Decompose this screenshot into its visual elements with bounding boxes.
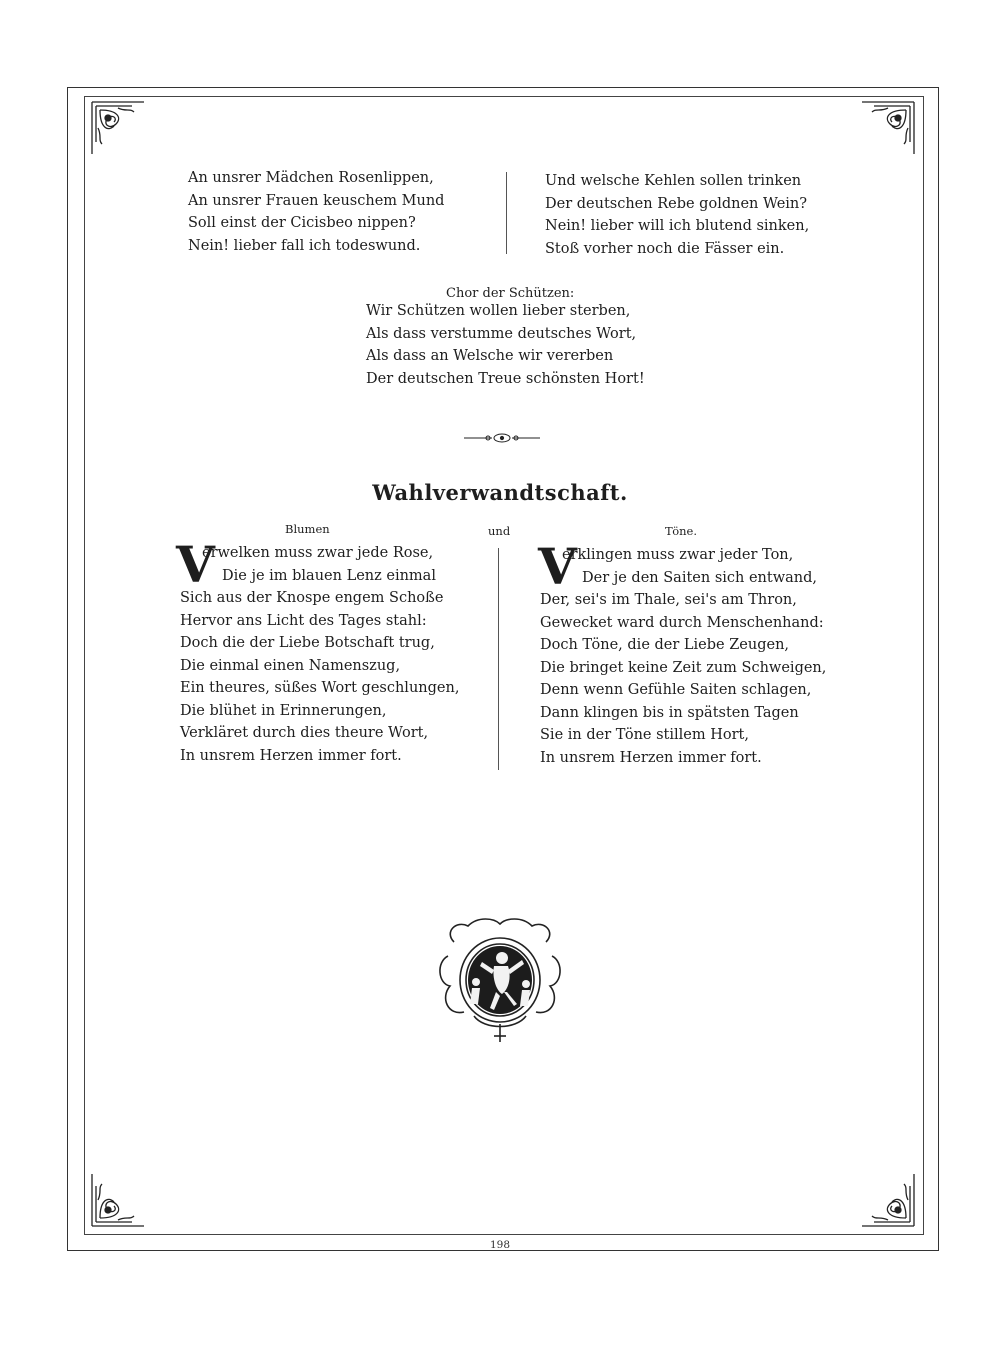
verse-line: Doch Töne, die der Liebe Zeugen, [540, 637, 790, 653]
column-rule [506, 172, 507, 254]
verse-line: Die je im blauen Lenz einmal [222, 567, 436, 584]
corner-ornament-icon [88, 98, 148, 158]
corner-ornament-icon [858, 98, 918, 158]
verse-line: Ein theures, süßes Wort geschlungen, [180, 680, 460, 696]
page-number: 198 [489, 1239, 511, 1251]
verse-line: Dann klingen bis in spätsten Tagen [540, 704, 799, 721]
column-rule [498, 548, 499, 770]
chorus-heading: Chor der Schützen: [446, 286, 575, 301]
verse-line: Sich aus der Knospe engem Schoße [180, 590, 444, 606]
middle-subheading: und [488, 524, 511, 538]
right-column-stanza [538, 537, 827, 769]
verse-line: erwelken muss zwar jede Rose, [202, 545, 434, 561]
verse-line: Die einmal einen Namenszug, [180, 657, 401, 674]
verse-line: Stoß vorher noch die Fässer ein. [545, 240, 785, 257]
poem-title: Wahlverwandtschaft. [372, 480, 628, 505]
verse-line: Die bringet keine Zeit zum Schweigen, [540, 659, 827, 676]
verse-line: Und welsche Kehlen sollen trinken [545, 173, 802, 189]
corner-ornament-icon [88, 1170, 148, 1230]
top-left-stanza [188, 167, 444, 257]
verse-line: In unsrem Herzen immer fort. [540, 749, 762, 766]
verse-line: An unsrer Mädchen Rosenlippen, [188, 170, 434, 186]
verse-line: erklingen muss zwar jeder Ton, [562, 547, 794, 563]
drop-cap: V [176, 535, 215, 594]
corner-ornament-icon [858, 1170, 918, 1230]
verse-line: Sie in der Töne stillem Hort, [540, 727, 749, 743]
verse-line: Doch die der Liebe Botschaft trug, [180, 635, 435, 651]
right-subheading: Töne. [665, 524, 698, 538]
verse-line: Nein! lieber fall ich todeswund. [188, 237, 421, 254]
verse-line: Denn wenn Gefühle Saiten schlagen, [540, 682, 812, 698]
verse-line: Der, sei's im Thale, sei's am Thron, [540, 592, 797, 608]
verse-line: Verkläret durch dies theure Wort, [180, 725, 429, 741]
cherub-vignette-icon [434, 912, 566, 1046]
drop-cap: V [538, 537, 577, 596]
left-column-stanza [180, 542, 459, 767]
verse-line: Der deutschen Rebe goldnen Wein? [545, 195, 808, 212]
verse-line: An unsrer Frauen keuschem Mund [188, 192, 445, 209]
verse-line: Als dass verstumme deutsches Wort, [366, 325, 637, 342]
chorus-stanza [366, 300, 645, 390]
verse-line: Der deutschen Treue schönsten Hort! [366, 370, 645, 387]
divider-ornament-icon [462, 429, 542, 441]
left-subheading: Blumen [285, 522, 330, 536]
verse-line: Gewecket ward durch Menschenhand: [540, 614, 824, 631]
top-right-stanza [545, 170, 809, 260]
verse-line: Hervor ans Licht des Tages stahl: [180, 612, 427, 629]
verse-line: Wir Schützen wollen lieber sterben, [366, 303, 631, 319]
verse-line: Soll einst der Cicisbeo nippen? [188, 215, 416, 231]
verse-line: Die blühet in Erinnerungen, [180, 702, 387, 719]
verse-line: Als dass an Welsche wir vererben [366, 348, 614, 364]
verse-line: Nein! lieber will ich blutend sinken, [545, 218, 810, 234]
verse-line: Der je den Saiten sich entwand, [582, 569, 817, 586]
verse-line: In unsrem Herzen immer fort. [180, 747, 402, 764]
